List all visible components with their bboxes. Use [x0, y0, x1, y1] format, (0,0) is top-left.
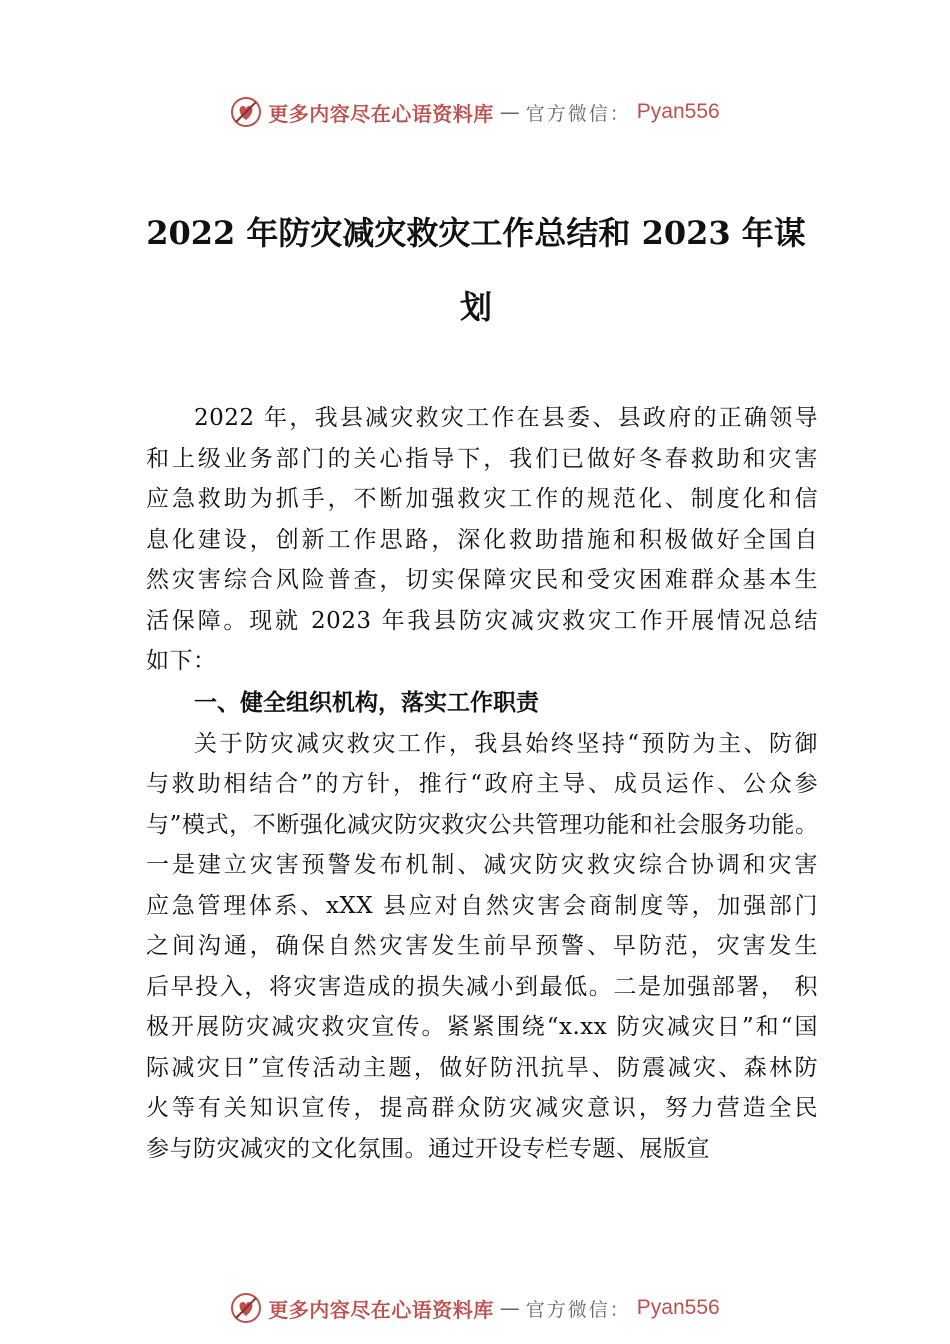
banner-main-text: 更多内容尽在心语资料库 [268, 101, 494, 126]
section1-line: 与救助相结合”的方针，推行“政府主导、成员运作、公众参 [146, 771, 818, 797]
banner-wechat-id: Pyan556 [636, 100, 720, 123]
heart-logo-icon [230, 1292, 262, 1324]
banner-wechat-label: 官方微信： [525, 1298, 631, 1321]
intro-line: 2022 年，我县减灾救灾工作在县委、县政府的正确领导 [194, 405, 818, 431]
document-title-line2: 划 [459, 288, 492, 326]
section1-line: 应急管理体系、xXX 县应对自然灾害会商制度等，加强部门 [146, 892, 818, 919]
section1-line: 际减灾日”宣传活动主题，做好防汛抗旱、防震减灾、森林防 [146, 1054, 818, 1081]
section1-line: 后早投入，将灾害造成的损失减小到最低。二是加强部署， 积 [146, 973, 818, 1000]
footer-banner [0, 1288, 950, 1328]
section1-line: 关于防灾减灾救灾工作，我县始终坚持“预防为主、防御 [194, 730, 818, 757]
intro-line: 应急救助为抓手，不断加强救灾工作的规范化、制度化和信 [146, 486, 818, 512]
section1-line: 与”模式，不断强化减灾防灾救灾公共管理功能和社会服务功能。 [146, 811, 818, 838]
header-banner [0, 92, 950, 132]
section1-line: 一是建立灾害预警发布机制、减灾防灾救灾综合协调和灾害 [146, 852, 818, 878]
section1-line: 参与防灾减灾的文化氛围。通过开设专栏专题、展版宣 [146, 1135, 710, 1162]
heart-logo-icon [230, 96, 262, 128]
banner-main-text: 更多内容尽在心语资料库 [268, 1297, 494, 1322]
intro-line: 和上级业务部门的关心指导下，我们已做好冬春救助和灾害 [146, 445, 818, 472]
section1-heading: 一、健全组织机构，落实工作职责 [194, 689, 539, 716]
document-body [146, 398, 818, 1169]
document-title-line1: 2022 年防灾减灾救灾工作总结和 2023 年谋 [146, 214, 806, 252]
banner-wechat-label: 官方微信： [525, 102, 631, 125]
section1-line: 火等有关知识宣传，提高群众防灾减灾意识，努力营造全民 [146, 1095, 818, 1121]
intro-line: 如下： [146, 648, 217, 674]
intro-line: 息化建设，创新工作思路，深化救助措施和积极做好全国自 [146, 526, 818, 553]
intro-line: 然灾害综合风险普查，切实保障灾民和受灾困难群众基本生 [146, 567, 818, 593]
banner-separator: — [499, 100, 520, 124]
intro-line: 活保障。现就 2023 年我县防灾减灾救灾工作开展情况总结 [146, 607, 818, 634]
section1-line: 极开展防灾减灾救灾宣传。紧紧围绕“x.xx 防灾减灾日”和“国 [146, 1014, 818, 1040]
banner-wechat-id: Pyan556 [636, 1296, 720, 1319]
banner-separator: — [499, 1296, 520, 1320]
section1-line: 之间沟通，确保自然灾害发生前早预警、早防范，灾害发生 [146, 933, 818, 959]
